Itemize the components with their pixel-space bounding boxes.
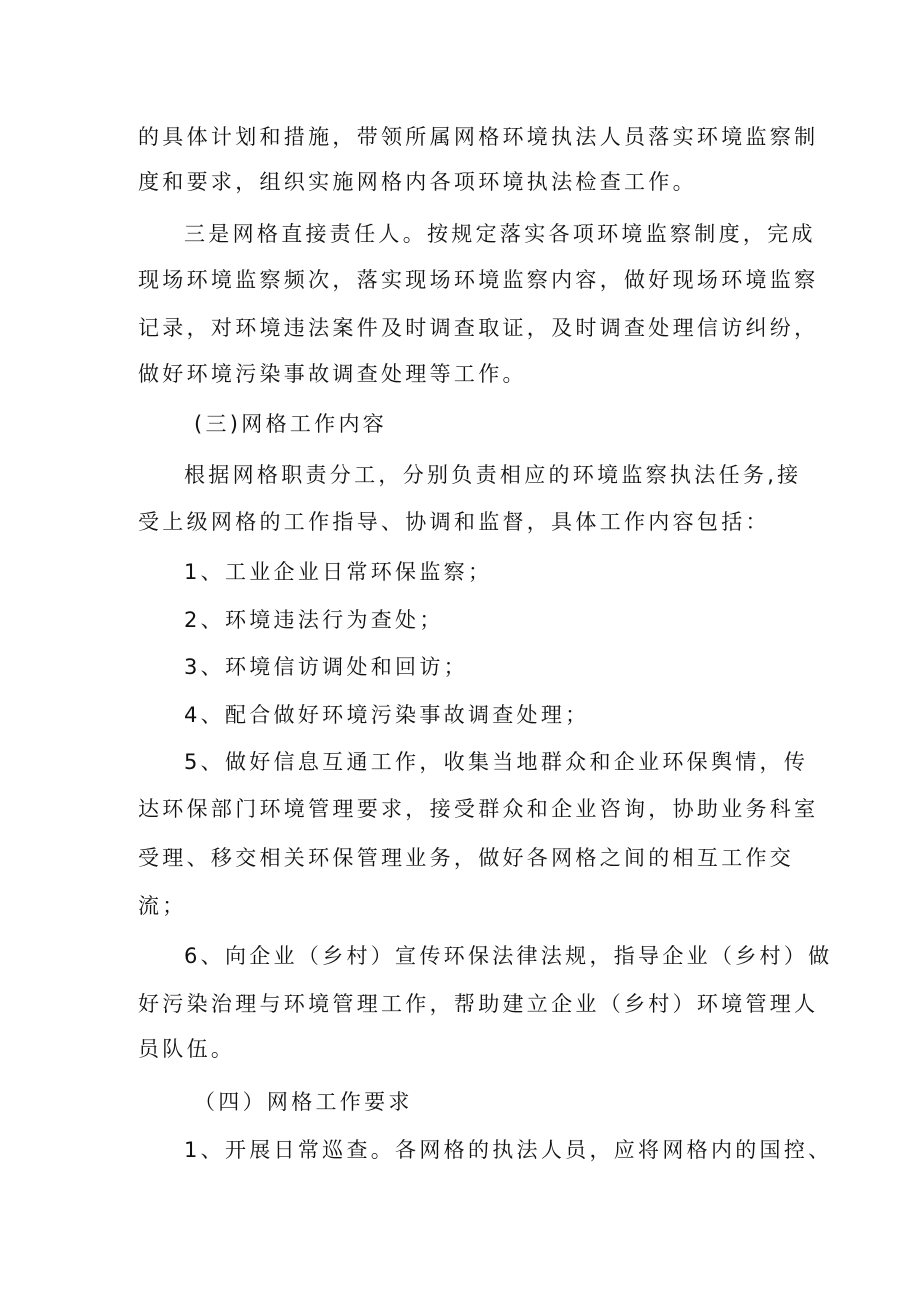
list-item: 3、环境信访调处和回访；: [184, 655, 468, 679]
list-item: 4、配合做好环境污染事故调查处理；: [184, 703, 590, 727]
text-line: 记录，对环境违法案件及时调查取证，及时调查处理信访纠纷，: [138, 316, 819, 340]
text-line: 受理、移交相关环保管理业务，做好各网格之间的相互工作交: [138, 846, 795, 870]
text-line: 受上级网格的工作指导、协调和监督，具体工作内容包括：: [138, 510, 770, 534]
section-heading: (三)网格工作内容: [194, 412, 388, 436]
list-item: 5、做好信息互通工作，收集当地群众和企业环保舆情，传: [184, 750, 809, 774]
text-line: 员队伍。: [138, 1037, 236, 1061]
list-item: 1、开展日常巡查。各网格的执法人员，应将网格内的国控、: [184, 1138, 833, 1162]
text-line: 流；: [138, 894, 187, 918]
text-line: 达环保部门环境管理要求，接受群众和企业咨询，协助业务科室: [138, 797, 819, 821]
list-item: 6、向企业（乡村）宣传环保法律法规，指导企业（乡村）做: [184, 944, 833, 968]
text-line: 现场环境监察频次，落实现场环境监察内容，做好现场环境监察: [138, 268, 819, 292]
text-line: 的具体计划和措施，带领所属网格环境执法人员落实环境监察制: [138, 125, 819, 149]
text-line: 度和要求，组织实施网格内各项环境执法检查工作。: [138, 170, 697, 194]
text-line: 三是网格直接责任人。按规定落实各项环境监察制度，完成: [184, 222, 816, 246]
text-line: 根据网格职责分工，分别负责相应的环境监察执法任务,接: [184, 463, 802, 487]
text-line: 好污染治理与环境管理工作，帮助建立企业（乡村）环境管理人: [138, 992, 819, 1016]
list-item: 1、工业企业日常环保监察；: [184, 560, 493, 584]
section-heading: （四）网格工作要求: [194, 1090, 413, 1114]
list-item: 2、环境违法行为查处；: [184, 608, 444, 632]
text-line: 做好环境污染事故调查处理等工作。: [138, 362, 527, 386]
